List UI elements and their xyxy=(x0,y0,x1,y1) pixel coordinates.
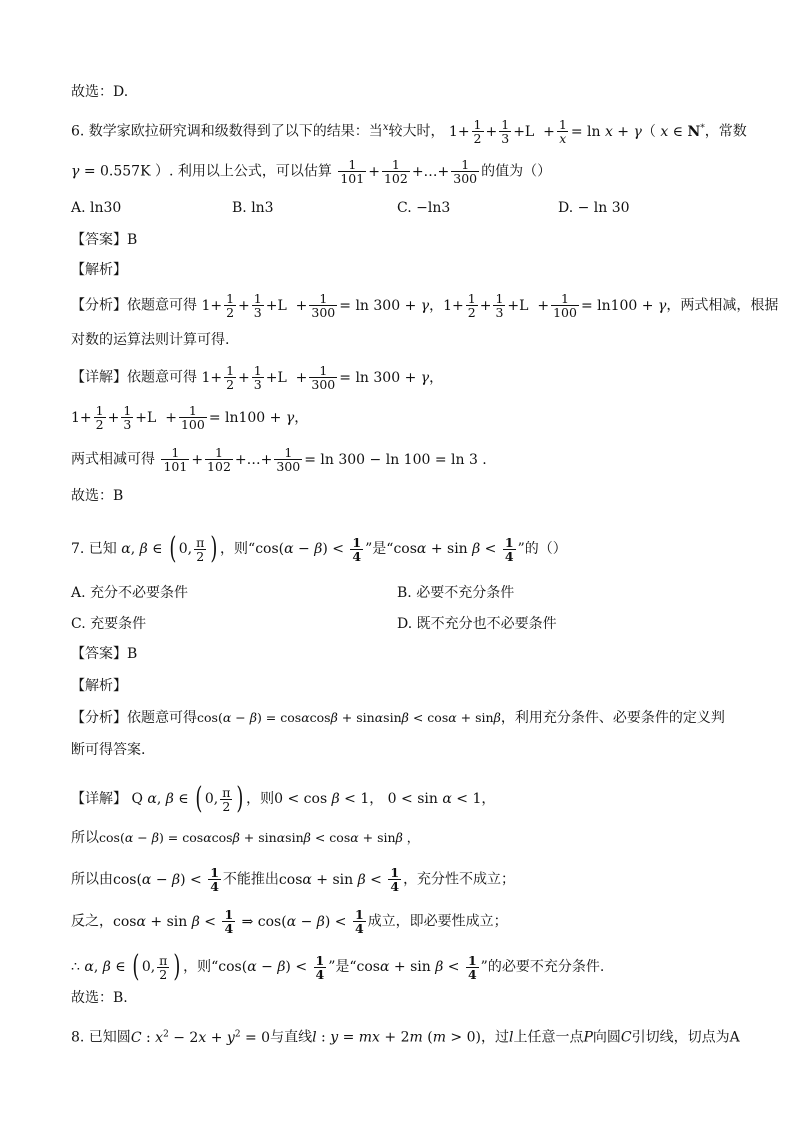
math-formula: 1+ $\frac{1}{2}$ + $\frac{1}{3}$ +L + $\frac{1}{300}$ = ln 300 + γ， xyxy=(201,363,444,392)
text: 【分析】依题意可得 xyxy=(71,710,197,726)
text: 不能推出 xyxy=(222,871,279,888)
text: 成立，即必要性成立； xyxy=(367,913,508,930)
option-c[interactable]: C. −ln3 xyxy=(397,200,451,216)
text: 7. 已知 xyxy=(71,541,117,557)
option-b[interactable]: B. ln3 xyxy=(232,200,274,216)
choose-7: 故选：B. xyxy=(71,990,128,1006)
text: 引切线，切点为A xyxy=(631,1029,740,1046)
text: 的值为（） xyxy=(481,163,552,180)
math-formula: $\frac{1}{101}$ + $\frac{1}{102}$ +…+ $\frac{1}{300}$ = ln 300 − ln 100 = ln 3 . xyxy=(163,445,487,474)
question-7-stem xyxy=(71,531,734,566)
math-formula: C : $x^2 - 2x + y^2 = 0$ xyxy=(130,1029,271,1046)
text: ”是“ xyxy=(328,959,357,975)
text: ，则“ xyxy=(220,541,256,557)
text: ，常数 xyxy=(704,123,747,140)
detail-7-line2 xyxy=(71,828,734,848)
text: ”的（） xyxy=(517,541,567,557)
detail-7-line5 xyxy=(71,949,734,984)
question-8-stem xyxy=(71,1024,740,1048)
option-a[interactable]: A. ln30 xyxy=(71,200,122,216)
detail-6-line2 xyxy=(71,404,734,431)
math-formula: cos(α − β) < $\frac{1}{4}$ xyxy=(218,952,325,982)
analysis-7-summary xyxy=(71,708,734,728)
math-formula: cosα + sin β < $\frac{1}{4}$ xyxy=(356,952,477,982)
detail-7-line4 xyxy=(71,908,734,935)
answer-7: 【答案】B xyxy=(71,646,138,662)
option-a[interactable]: A. 充分不必要条件 xyxy=(71,585,189,601)
analysis-7-heading: 【解析】 xyxy=(71,678,127,694)
math-formula: 1+ $\frac{1}{2}$ + $\frac{1}{3}$ +L + $\frac{1}{300}$ = ln 300 + γ，1+ $\frac{1}{2}$ + $\frac{1}{3}$ +L + $\frac{1}{100}$ = ln100 + γ xyxy=(201,291,667,320)
option-c[interactable]: C. 充要条件 xyxy=(71,616,147,632)
detail-7-line3 xyxy=(71,866,734,893)
text: ”的必要不充分条件. xyxy=(480,959,605,975)
analysis-7-summary-cont: 断可得答案. xyxy=(71,742,146,758)
text: 6. 数学家欧拉研究调和级数得到了以下的结果：当 xyxy=(71,123,383,140)
math: P xyxy=(583,1029,593,1046)
analysis-6-summary xyxy=(71,291,779,320)
text: 较大时， xyxy=(388,123,445,140)
math-formula: cosα + sin β < $\frac{1}{4}$ xyxy=(393,534,514,564)
detail-6-line3 xyxy=(71,446,734,473)
math-formula: cos(α − β) = cosαcosβ + sinαsinβ < cosα + sinβ xyxy=(197,710,501,725)
math: C xyxy=(620,1029,632,1046)
math-formula: cosα + sin β < $\frac{1}{4}$ ⇒ cos(α − β) < $\frac{1}{4}$ xyxy=(113,907,364,936)
choose-6: 故选：B xyxy=(71,488,124,504)
math: x xyxy=(382,122,389,133)
previous-answer-line xyxy=(71,82,734,102)
text: 【详解】依题意可得 xyxy=(71,369,197,386)
text: ，两式相减，根据 xyxy=(666,297,779,314)
text: 向圆 xyxy=(592,1029,621,1046)
math: l xyxy=(508,1029,514,1046)
option-b[interactable]: B. 必要不充分条件 xyxy=(397,585,515,601)
text: 与直线 xyxy=(270,1029,313,1046)
option-d[interactable]: D. 既不充分也不必要条件 xyxy=(397,616,557,632)
answer-6: 【答案】B xyxy=(71,232,138,248)
text: 两式相减可得 xyxy=(71,451,155,468)
math-formula: cosα + sin β < $\frac{1}{4}$ xyxy=(278,865,400,894)
math-formula: 1+ $\frac{1}{2}$ + $\frac{1}{3}$ +L + $\frac{1}{100}$ = ln100 + γ， xyxy=(71,403,309,432)
text: ，利用充分条件、必要条件的定义判 xyxy=(500,710,725,726)
text: 故选：D. xyxy=(71,84,129,100)
detail-7-line1 xyxy=(71,781,734,816)
text: ）. 利用以上公式，可以估算 xyxy=(155,163,332,180)
math-formula: cos(α − β) < $\frac{1}{4}$ xyxy=(113,865,219,894)
question-6-stem-cont: γ = 0.557K ）. 利用以上公式，可以估算 $\frac{1}{101}$ + $\frac{1}{102}$ +…+ $\frac{1}{300}$ 的值为（） xyxy=(71,157,552,186)
math-formula: Q α, β ∈ ( 0, $\frac{\pi}{2}$ ) xyxy=(131,781,244,816)
text: ，充分性不成立； xyxy=(403,871,516,888)
math: γ xyxy=(71,163,80,180)
text: ”是“ xyxy=(365,541,394,557)
math-formula: α, β ∈ ( 0, $\frac{\pi}{2}$ ) xyxy=(121,531,218,566)
text: ，则 xyxy=(246,791,275,807)
text: 【详解】 xyxy=(71,791,127,807)
text: 所以 xyxy=(71,830,99,846)
math-formula: l : y = mx + 2m (m > 0) xyxy=(312,1029,481,1046)
math-formula: cos(α − β) = cosαcosβ + sinαsinβ < cosα + sinβ ， xyxy=(99,830,420,845)
math-formula: ∴ α, β ∈ ( 0, $\frac{\pi}{2}$ ) xyxy=(71,949,181,984)
analysis-6-summary-cont: 对数的运算法则计算可得. xyxy=(71,332,230,348)
detail-6-line1 xyxy=(71,364,734,391)
analysis-6-heading: 【解析】 xyxy=(71,262,127,278)
math-formula: $\frac{1}{101}$ + $\frac{1}{102}$ +…+ $\frac{1}{300}$ xyxy=(340,157,478,186)
text: ，过 xyxy=(480,1029,509,1046)
math-formula: cos(α − β) < $\frac{1}{4}$ xyxy=(255,534,362,564)
text: ，则“ xyxy=(183,959,219,975)
question-6-stem xyxy=(71,117,747,147)
text: 【分析】依题意可得 xyxy=(71,297,197,314)
math-formula: 0 < cos β < 1， 0 < sin α < 1， xyxy=(274,791,496,807)
text: 反之， xyxy=(71,913,113,930)
math-formula: 1+ $\frac{1}{2}$ + $\frac{1}{3}$ +L + $\frac{1}{x}$ = ln x + γ（ x ∈ N* xyxy=(448,117,705,147)
text: 上任意一点 xyxy=(513,1029,584,1046)
option-d[interactable]: D. − ln 30 xyxy=(558,200,630,216)
text: 所以由 xyxy=(71,871,113,888)
text: 8. 已知圆 xyxy=(71,1029,131,1046)
